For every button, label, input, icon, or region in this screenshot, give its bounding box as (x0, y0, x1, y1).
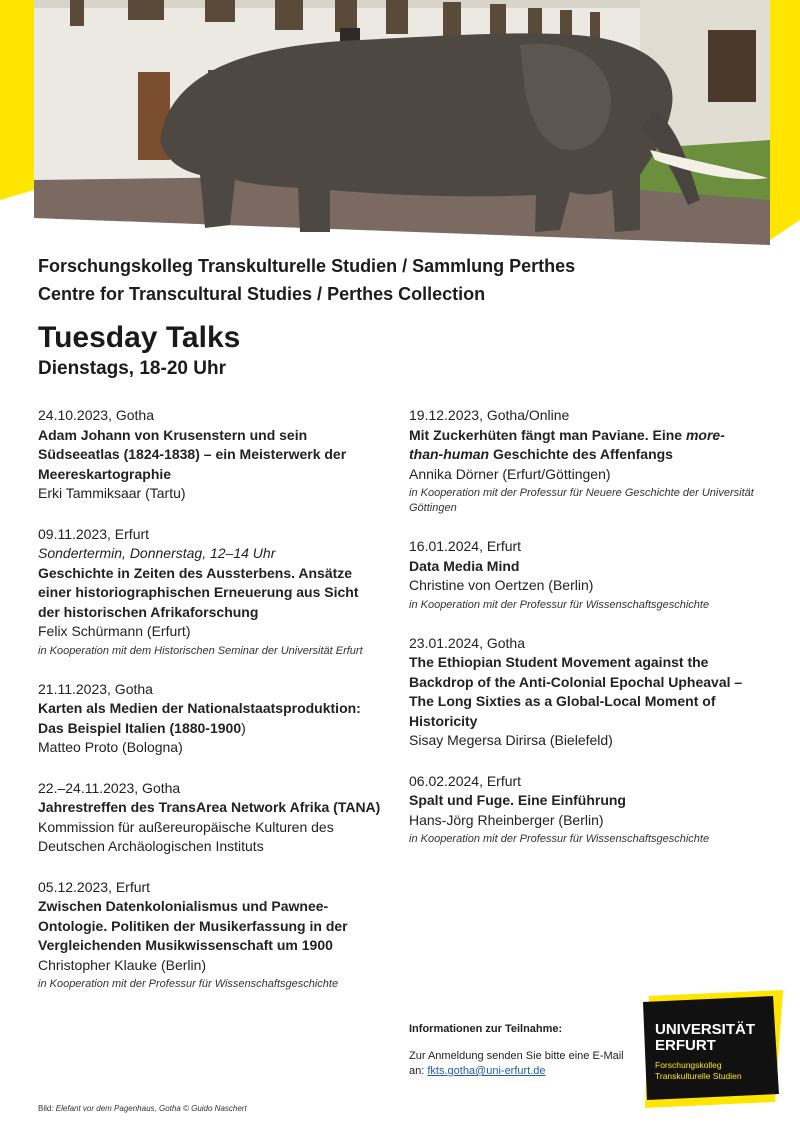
event-item (409, 772, 754, 848)
event-date: 19.12.2023, Gotha/Online (409, 407, 570, 423)
participation-text (409, 1049, 639, 1079)
event-speaker: Matteo Proto (Bologna) (38, 739, 183, 755)
event-item (409, 406, 754, 516)
event-title: Zwischen Datenkolonialismus und Pawnee-Ontologie. Politiken der Musikerfassung in der Vergleichenden Musikwissenschaft um 1900 (38, 898, 348, 953)
event-cooperation: in Kooperation mit der Professur für Wissenschaftsgeschichte (409, 598, 710, 611)
event-item (38, 525, 383, 659)
event-speaker: Felix Schürmann (Erfurt) (38, 623, 191, 639)
event-date: 06.02.2024, Erfurt (409, 772, 522, 789)
event-title-tail: ) (241, 719, 246, 736)
university-logo (643, 990, 783, 1108)
event-cooperation: in Kooperation mit dem Historischen Seminar der Universität Erfurt (38, 644, 363, 657)
event-title-emphasis: more-than-human (409, 426, 725, 462)
institution-name-de: Forschungskolleg Transkulturelle Studien / Sammlung Perthes (38, 256, 576, 276)
event-speaker: Christine von Oertzen (Berlin) (409, 577, 594, 593)
event-item (38, 680, 383, 758)
event-speaker: Hans-Jörg Rheinberger (Berlin) (409, 811, 604, 828)
event-speaker: Christopher Klauke (Berlin) (38, 956, 207, 973)
event-title (409, 426, 754, 465)
page-subtitle: Dienstags, 18-20 Uhr (38, 358, 226, 379)
photo-scene (34, 0, 770, 245)
image-credit (38, 1104, 247, 1113)
yellow-accent-left (0, 0, 34, 200)
event-title (38, 699, 383, 738)
logo-line-erfurt: ERFURT (655, 1037, 716, 1054)
event-title: Data Media Mind (409, 557, 520, 574)
event-item (38, 779, 383, 857)
event-date: 05.12.2023, Erfurt (38, 878, 151, 895)
event-title: Spalt und Fuge. Eine Einführung (409, 792, 626, 808)
banner-photo-elephant (0, 0, 800, 250)
event-date: 09.11.2023, Erfurt (38, 525, 150, 542)
email-link[interactable]: fkts.gotha@uni-erfurt.de (427, 1065, 546, 1077)
event-date: 23.01.2024, Gotha (409, 634, 525, 651)
page-title: Tuesday Talks (38, 321, 241, 354)
event-speaker: Erki Tammiksaar (Tartu) (38, 485, 186, 501)
event-title: Geschichte in Zeiten des Aussterbens. Ansätze einer historiographischen Erneuerung aus Sicht der historischen Afrikaforschung (38, 564, 359, 620)
event-date: 24.10.2023, Gotha (38, 407, 154, 423)
credit-prefix: Bild: (38, 1104, 56, 1113)
event-cooperation: in Kooperation mit der Professur für Wissenschaftsgeschichte (409, 833, 710, 845)
event-item (409, 634, 754, 751)
logo-line-studien: Transkulturelle Studien (655, 1071, 742, 1081)
event-title-bold: Karten als Medien der Nationalstaatsproduktion: Das Beispiel Italien (1880-1900 (38, 700, 361, 736)
event-speaker: Sisay Megersa Dirirsa (Bielefeld) (409, 732, 613, 748)
event-item (38, 878, 383, 993)
logo-line-university: UNIVERSITÄT (655, 1021, 756, 1038)
event-title: Adam Johann von Krusenstern und sein Südseeatlas (1824-1838) – ein Meisterwerk der Meereskartographie (38, 426, 347, 482)
event-item (409, 537, 754, 613)
logo-line-forschungskolleg: Forschungskolleg (655, 1060, 722, 1070)
event-date: 21.11.2023, Gotha (38, 680, 153, 697)
event-title: The Ethiopian Student Movement against the Backdrop of the Anti-Colonial Epochal Upheaval – The Long Sixties as a Global-Local Moment of Historicity (409, 654, 743, 729)
institution-header (38, 252, 778, 308)
event-title-part: Mit Zuckerhüten fängt man Paviane. Eine (409, 426, 686, 443)
event-title-bold: Jahrestreffen des TransArea Network Afrika (TANA) (38, 799, 381, 815)
credit-text: Elefant vor dem Pagenhaus, Gotha © Guido Naschert (55, 1104, 247, 1113)
participation-heading: Informationen zur Teilnahme: (409, 1023, 563, 1035)
event-date: 22.–24.11.2023, Gotha (38, 779, 181, 796)
event-title-tail: Kommission für außereuropäische Kulturen des Deutschen Archäologischen Instituts (38, 818, 334, 854)
event-item (38, 406, 383, 504)
events-right-column (409, 406, 754, 868)
registration-text: Zur Anmeldung senden Sie bitte eine E-Mail an: (409, 1050, 624, 1077)
event-cooperation: in Kooperation mit der Professur für Neuere Geschichte der Universität Göttingen (409, 487, 754, 514)
participation-info (409, 1022, 639, 1079)
event-note: Sondertermin, Donnerstag, 12–14 Uhr (38, 545, 276, 561)
event-title (38, 798, 383, 857)
event-title-part: Geschichte des Affenfangs (489, 446, 673, 462)
event-cooperation: in Kooperation mit der Professur für Wissenschaftsgeschichte (38, 978, 339, 990)
event-speaker: Annika Dörner (Erfurt/Göttingen) (409, 465, 611, 482)
events-left-column (38, 406, 383, 1013)
institution-name-en: Centre for Transcultural Studies / Perthes Collection (38, 284, 486, 304)
event-date: 16.01.2024, Erfurt (409, 538, 522, 554)
